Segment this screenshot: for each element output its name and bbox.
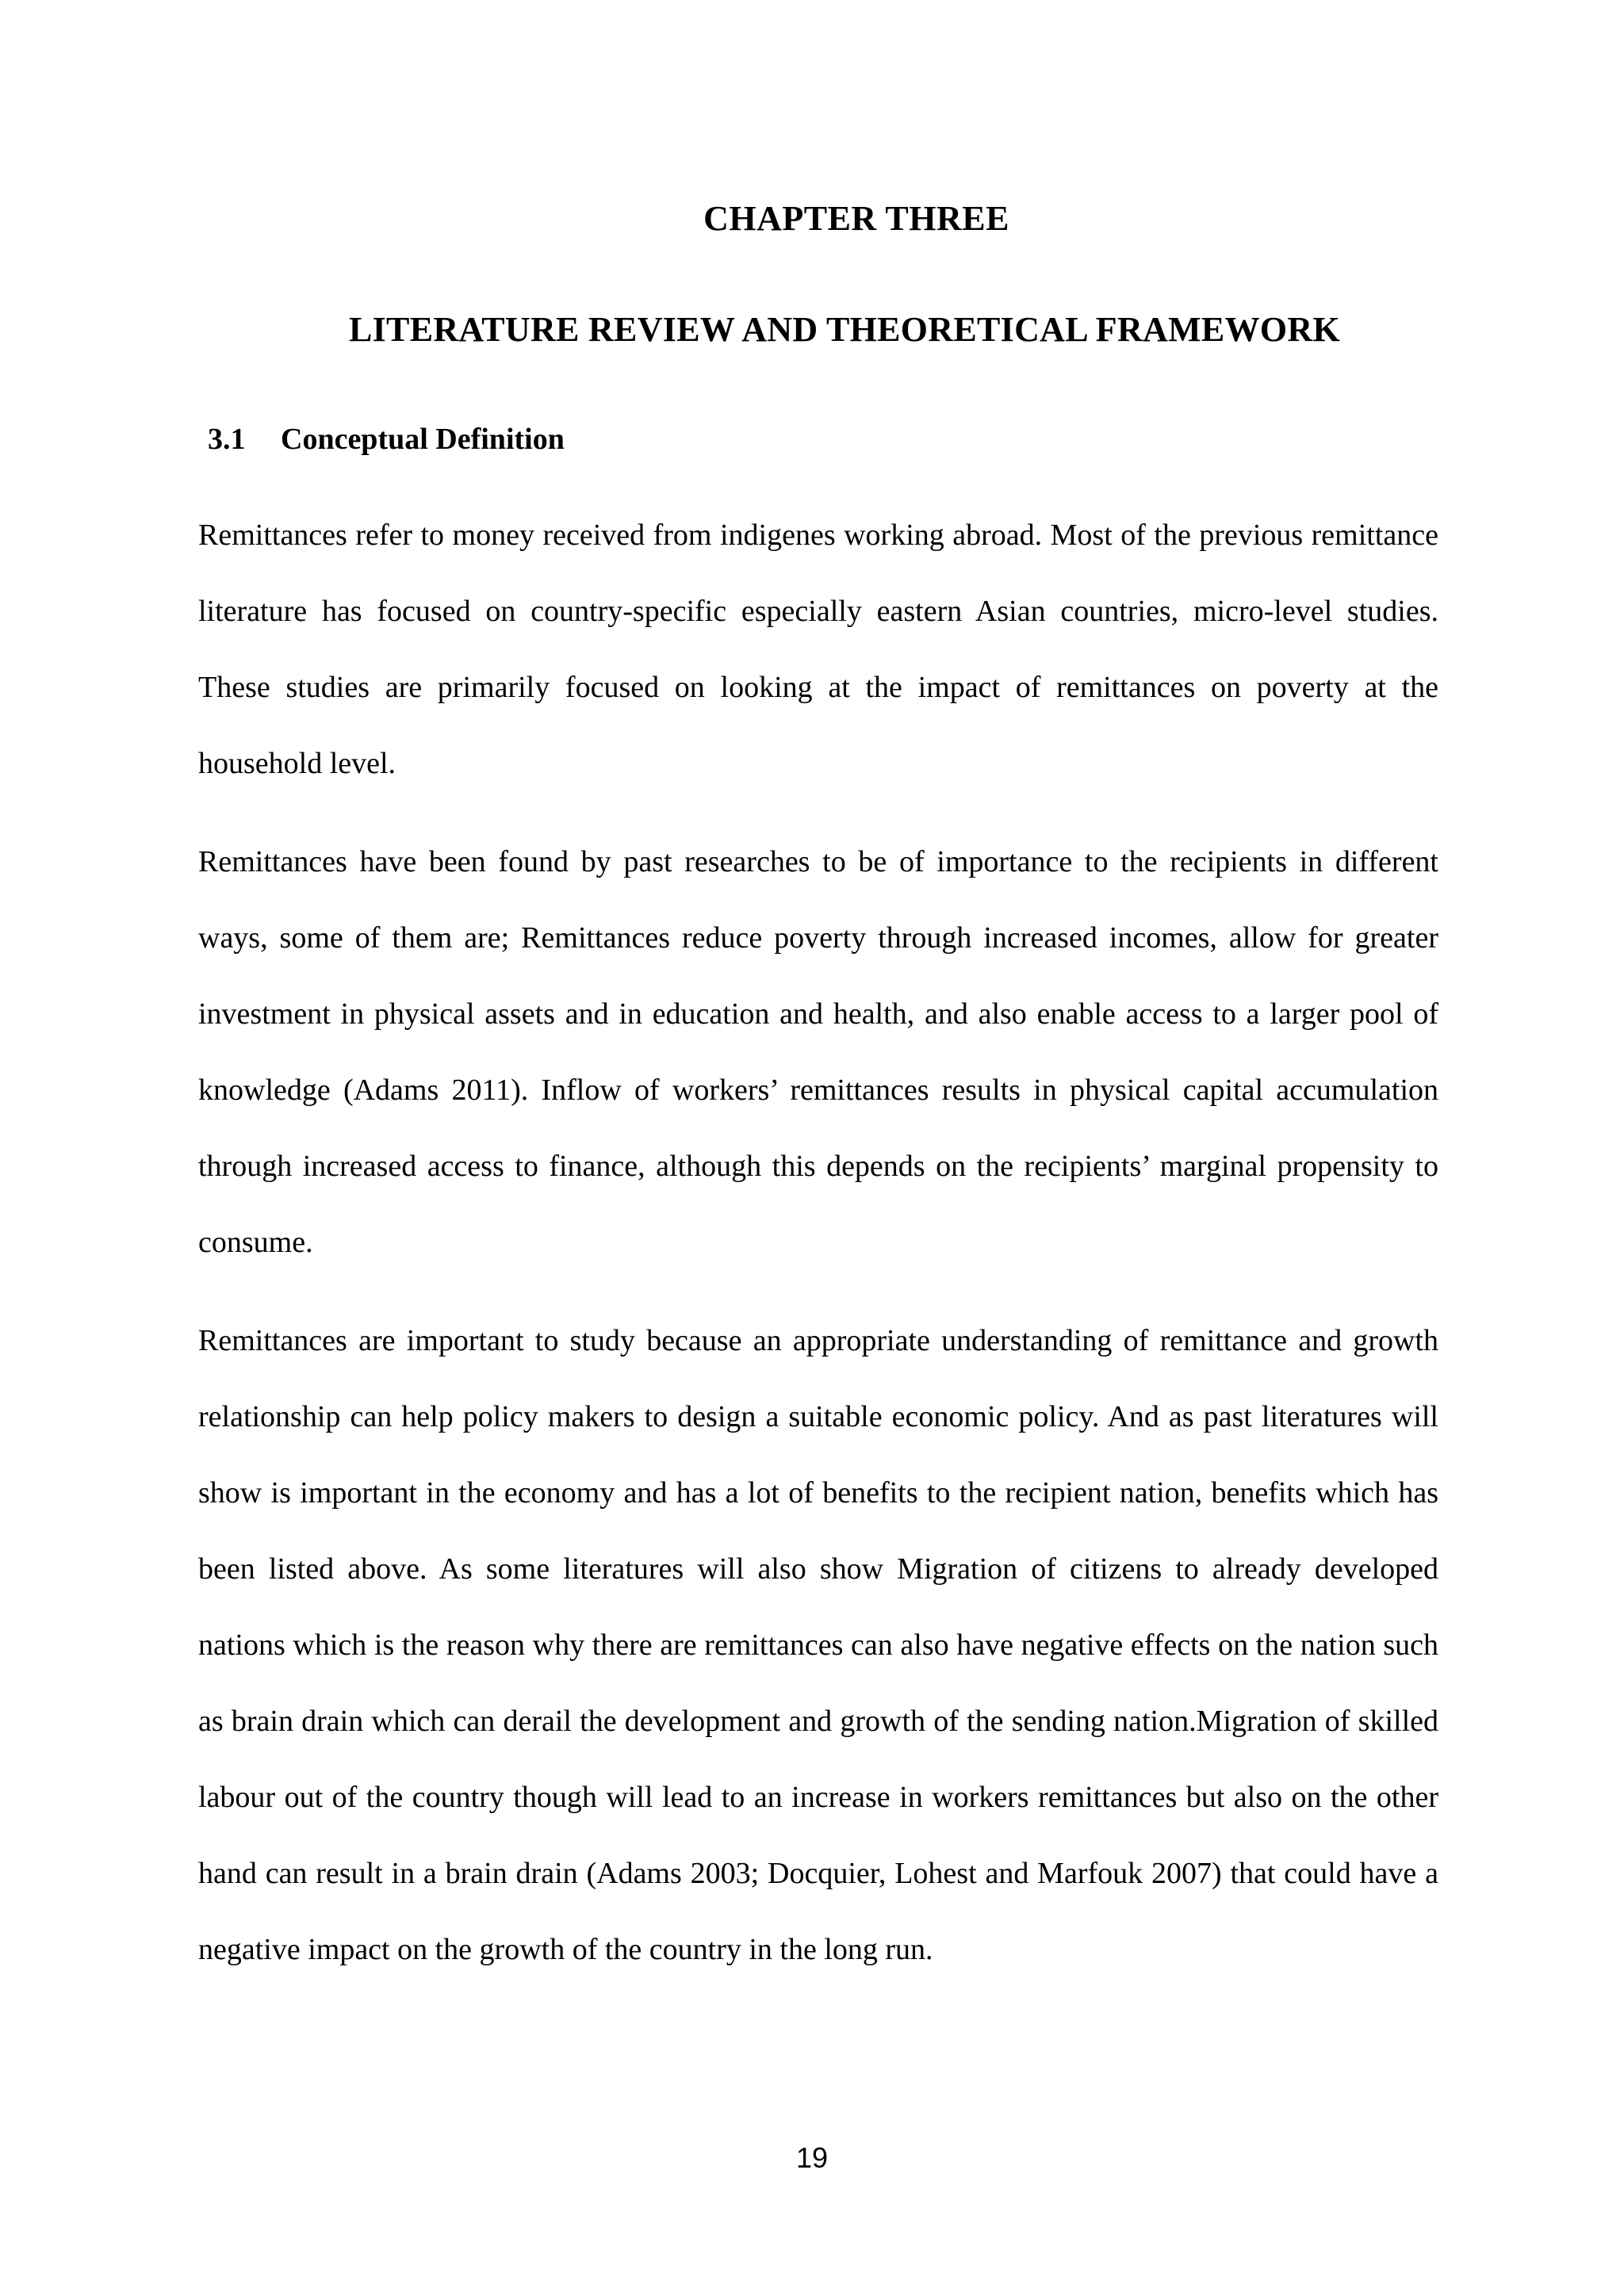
section-number: 3.1 — [208, 423, 246, 456]
body-paragraph-2: Remittances have been found by past researches to be of importance to the recipients in different ways, some of them are; Remittances reduce poverty through increased incomes, allow for greater investment in physical assets and in education and health, and also enable access to a larger pool of knowledge (Adams 2011). Inflow of workers’ remittances results in physical capital accumulation through increased access to finance, although this depends on the recipients’ marginal propensity to consume. — [198, 845, 1438, 1259]
section-title: Conceptual Definition — [281, 423, 565, 456]
section-heading — [208, 420, 565, 458]
body-paragraph-3: Remittances are important to study because an appropriate understanding of remittance and growth relationship can help policy makers to design a suitable economic policy. And as past literatures will show is important in the economy and has a lot of benefits to the recipient nation, benefits which has been listed above. As some literatures will also show Migration of citizens to already developed nations which is the reason why there are remittances can also have negative effects on the nation such as brain drain which can derail the development and growth of the sending nation.Migration of skilled labour out of the country though will lead to an increase in workers remittances but also on the other hand can result in a brain drain (Adams 2003; Docquier, Lohest and Marfouk 2007) that could have a negative impact on the growth of the country in the long run. — [198, 1324, 1438, 1966]
chapter-label: CHAPTER THREE — [703, 199, 1009, 238]
page-number: 19 — [795, 2141, 829, 2174]
chapter-title: LITERATURE REVIEW AND THEORETICAL FRAMEWORK — [348, 310, 1340, 349]
body-paragraph-1: Remittances refer to money received from indigenes working abroad. Most of the previous remittance literature has focused on country-specific especially eastern Asian countries, micro-level studies. These studies are primarily focused on looking at the impact of remittances on poverty at the household level. — [198, 519, 1438, 780]
